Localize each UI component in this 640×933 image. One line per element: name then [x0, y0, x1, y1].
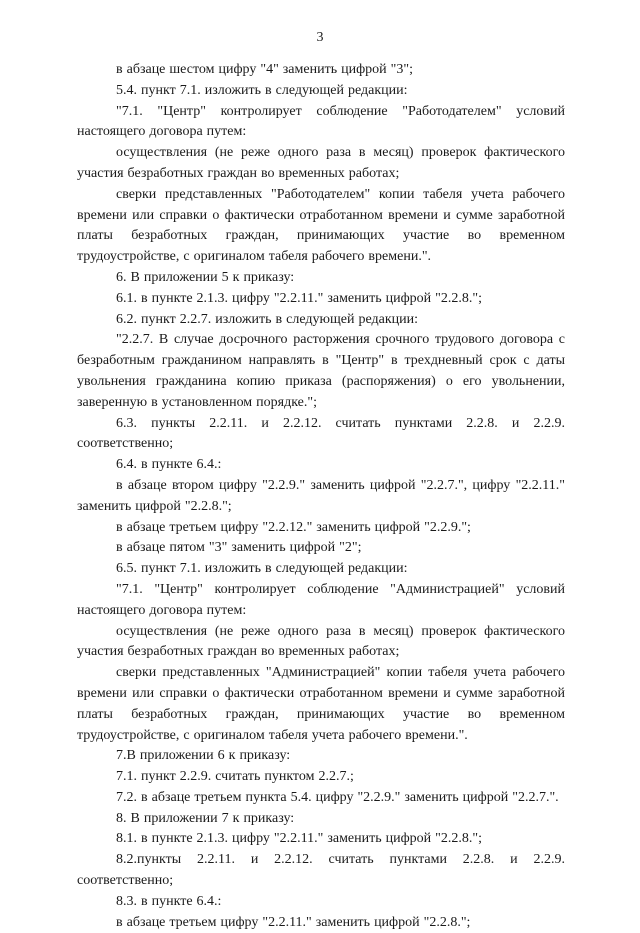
paragraph: 8.2.пункты 2.2.11. и 2.2.12. считать пунктами 2.2.8. и 2.2.9. соответственно; [77, 852, 565, 889]
paragraph: 8. В приложении 7 к приказу: [116, 810, 295, 826]
paragraph: в абзаце пятом "3" заменить цифрой "2"; [116, 540, 362, 556]
paragraph: 6. В приложении 5 к приказу: [116, 269, 295, 285]
paragraph: 6.4. в пункте 6.4.: [116, 457, 222, 473]
paragraph: сверки представленных "Администрацией" копии табеля учета рабочего времени или справки о фактически отработанном времени и сумме заработной платы безработных граждан, принимающих участие во временном трудоустройстве, с оригиналом табеля учета рабочего времени.". [77, 665, 565, 743]
paragraph: 7.В приложении 6 к приказу: [116, 748, 291, 764]
paragraph: 6.1. в пункте 2.1.3. цифру "2.2.11." заменить цифрой "2.2.8."; [116, 290, 482, 306]
paragraph: осуществления (не реже одного раза в месяц) проверок фактического участия безработных граждан во временных работах; [77, 623, 565, 660]
paragraph: "2.2.7. В случае досрочного расторжения срочного трудового договора с безработным гражданином направлять в "Центр" в трехдневный срок с даты увольнения гражданина копию приказа (распоряжения) о его увольнении, заверенную в установленном порядке."; [77, 332, 565, 410]
document-body [77, 60, 565, 933]
paragraph: 5.4. пункт 7.1. изложить в следующей редакции: [116, 82, 408, 98]
paragraph: осуществления (не реже одного раза в месяц) проверок фактического участия безработных граждан во временных работах; [77, 145, 565, 181]
paragraph: в абзаце втором цифру "2.2.9." заменить цифрой "2.2.7.", цифру "2.2.11." заменить цифрой "2.2.8."; [77, 477, 565, 514]
paragraph: в абзаце третьем цифру "2.2.11." заменить цифрой "2.2.8."; [116, 914, 471, 930]
paragraph: в абзаце шестом цифру "4" заменить цифрой "3"; [116, 62, 413, 77]
paragraph: 8.1. в пункте 2.1.3. цифру "2.2.11." заменить цифрой "2.2.8."; [116, 831, 482, 847]
page-number: 3 [316, 30, 324, 45]
paragraph: 7.1. пункт 2.2.9. считать пунктом 2.2.7.; [116, 769, 354, 785]
paragraph: в абзаце третьем цифру "2.2.12." заменить цифрой "2.2.9."; [116, 519, 471, 535]
paragraph: "7.1. "Центр" контролирует соблюдение "Администрацией" условий настоящего договора путем: [77, 581, 565, 618]
paragraph: 8.3. в пункте 6.4.: [116, 893, 222, 909]
paragraph: 6.5. пункт 7.1. изложить в следующей редакции: [116, 561, 408, 577]
paragraph: сверки представленных "Работодателем" копии табеля учета рабочего времени или справки о фактически отработанном времени и сумме заработной платы безработных граждан, принимающих участие во временном трудоустройстве, с оригиналом табеля рабочего времени.". [77, 186, 565, 265]
paragraph: "7.1. "Центр" контролирует соблюдение "Работодателем" условий настоящего договора путем: [77, 103, 565, 140]
paragraph: 7.2. в абзаце третьем пункта 5.4. цифру "2.2.9." заменить цифрой "2.2.7.". [116, 789, 559, 805]
paragraph: 6.2. пункт 2.2.7. изложить в следующей редакции: [116, 311, 418, 327]
paragraph: 6.3. пункты 2.2.11. и 2.2.12. считать пунктами 2.2.8. и 2.2.9. соответственно; [77, 415, 565, 452]
